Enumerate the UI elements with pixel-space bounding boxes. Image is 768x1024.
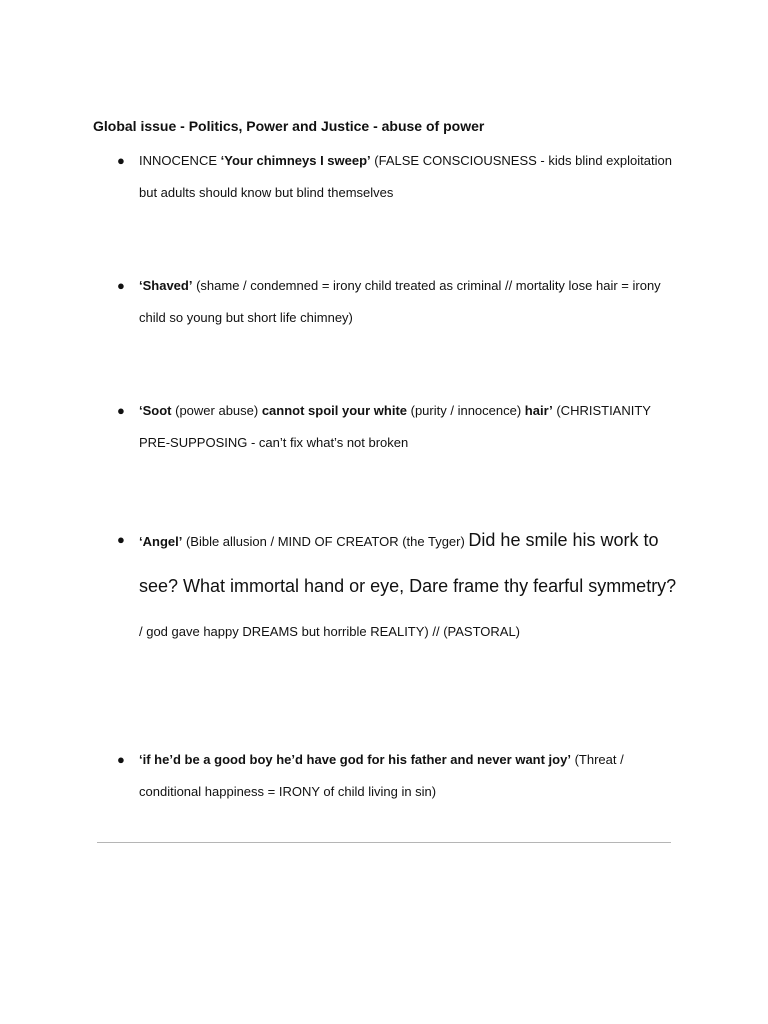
list-item-text: ‘Angel’ (Bible allusion / MIND OF CREATOR (the Tyger) Did he smile his work to see? What immortal hand or eye, Dare frame thy fearful symmetry? / god gave happy DREAMS but horrible REALITY) // (PASTORAL) — [139, 530, 677, 639]
list-item-text: ‘Soot (power abuse) cannot spoil your white (purity / innocence) hair’ (CHRISTIANITY PRE-SUPPOSING - can’t fix what’s not broken — [139, 403, 651, 450]
page-divider — [97, 842, 671, 843]
list-item — [117, 145, 677, 209]
list-item-text: ‘Shaved’ (shame / condemned = irony child treated as criminal // mortality lose hair = irony child so young but short life chimney) — [139, 278, 661, 325]
list-item-text: INNOCENCE ‘Your chimneys I sweep’ (FALSE CONSCIOUSNESS - kids blind exploitation but adults should know but blind themselves — [139, 153, 672, 200]
quoted-verse: Did he smile his work to see? What immortal hand or eye, Dare frame thy fearful symmetry? — [139, 530, 677, 596]
list-item — [117, 518, 677, 654]
bullet-icon: ● — [117, 403, 125, 418]
bullet-icon: ● — [117, 752, 125, 767]
list-item — [117, 395, 677, 459]
list-item — [117, 270, 677, 334]
list-item — [117, 744, 677, 808]
bullet-icon: ● — [117, 153, 125, 168]
bullet-icon: ● — [117, 532, 125, 547]
bullet-icon: ● — [117, 278, 125, 293]
list-item-text: ‘if he’d be a good boy he’d have god for his father and never want joy’ (Threat / conditional happiness = IRONY of child living in sin) — [139, 752, 624, 799]
page-title: Global issue - Politics, Power and Justice - abuse of power — [93, 118, 485, 134]
